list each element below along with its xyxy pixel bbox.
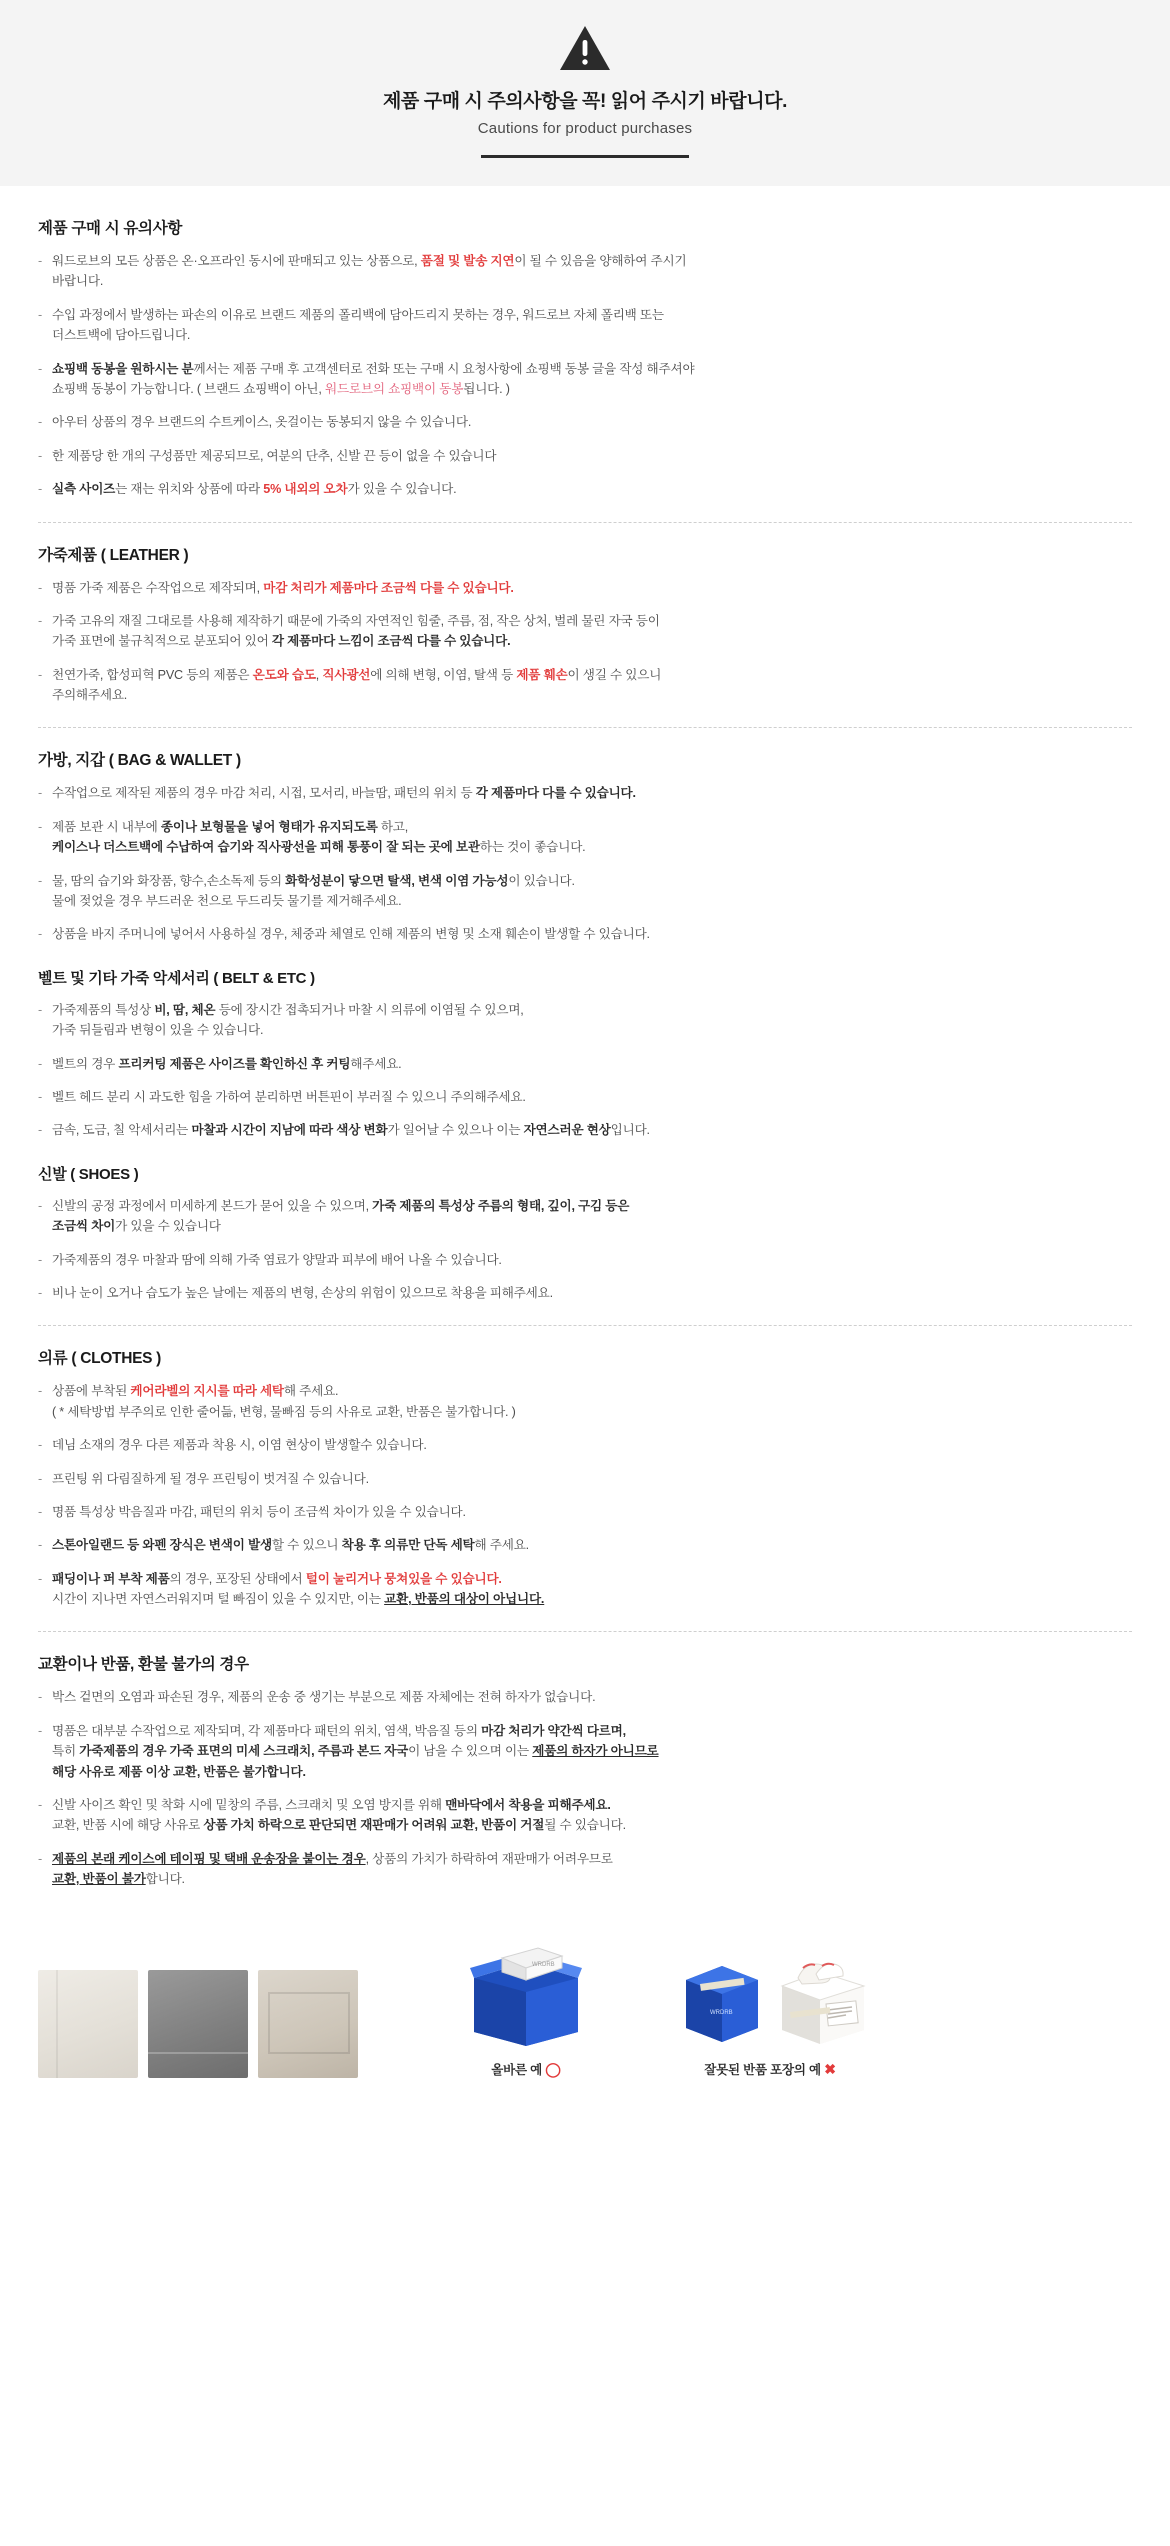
section-clothes xyxy=(38,1346,1132,1631)
list-item: - 벨트의 경우 프리커팅 제품은 사이즈를 확인하신 후 커팅해주세요. xyxy=(38,1054,1132,1074)
list-leather xyxy=(38,578,1132,706)
list-item: - 가죽 고유의 재질 그대로를 사용해 제작하기 때문에 가죽의 자연적인 힘줄, 주름, 점, 작은 상처, 벌레 물린 자국 등이 가죽 표면에 불규칙적으로 분포되어 있어 각 제품마다 느낌이 조금씩 다를 수 있습니다. xyxy=(38,611,1132,652)
example-correct xyxy=(426,1934,626,2078)
example-incorrect xyxy=(670,1934,870,2078)
list-item: - 패딩이나 퍼 부착 제품의 경우, 포장된 상태에서 털이 눌리거나 뭉쳐있을 수 있습니다. 시간이 지나면 자연스러워지며 털 빠짐이 있을 수 있지만, 이는 교환, 반품의 대상이 아닙니다. xyxy=(38,1569,1132,1610)
title-divider xyxy=(481,155,689,158)
example-images-row xyxy=(0,1934,1170,2106)
content-body xyxy=(0,186,1170,1912)
section-title-belt-etc: 벨트 및 기타 가죽 악세서리 ( BELT & ETC ) xyxy=(38,969,315,987)
section-title-purchase-notice: 제품 구매 시 유의사항 xyxy=(38,220,183,237)
list-item: - 신발의 공정 과정에서 미세하게 본드가 묻어 있을 수 있으며, 가죽 제품의 특성상 주름의 형태, 깊이, 구김 등은 조금씩 차이가 있을 수 있습니다 xyxy=(38,1196,1132,1237)
section-divider xyxy=(38,1631,1132,1632)
section-divider xyxy=(38,522,1132,523)
example-correct-label: 올바른 예 ◯ xyxy=(491,2060,561,2077)
cross-mark-icon: ✖ xyxy=(824,2060,836,2077)
list-item: - 스톤아일랜드 등 와펜 장식은 변색이 발생할 수 있으니 착용 후 의류만 단독 세탁해 주세요. xyxy=(38,1535,1132,1555)
page-header xyxy=(0,0,1170,186)
section-divider xyxy=(38,1325,1132,1326)
list-item: - 상품을 바지 주머니에 넣어서 사용하실 경우, 체중과 체열로 인해 제품의 변형 및 소재 훼손이 발생할 수 있습니다. xyxy=(38,924,1132,944)
correct-packaging-icon xyxy=(426,1934,626,2052)
section-title-leather: 가죽제품 ( LEATHER ) xyxy=(38,546,189,564)
list-item: - 수작업으로 제작된 제품의 경우 마감 처리, 시접, 모서리, 바늘땀, 패턴의 위치 등 각 제품마다 다를 수 있습니다. xyxy=(38,783,1132,803)
list-item: - 신발 사이즈 확인 및 착화 시에 밑창의 주름, 스크래치 및 오염 방지를 위해 맨바닥에서 착용을 피해주세요. 교환, 반품 시에 해당 사유로 상품 가치 하락으로 판단되면 재판매가 어려워 교환, 반품이 거절될 수 있습니다. xyxy=(38,1795,1132,1836)
list-item: - 명품 특성상 박음질과 마감, 패턴의 위치 등이 조금씩 차이가 있을 수 있습니다. xyxy=(38,1502,1132,1522)
list-item: - 가죽제품의 경우 마찰과 땀에 의해 가죽 염료가 양말과 피부에 배어 나올 수 있습니다. xyxy=(38,1250,1132,1270)
list-item: - 명품은 대부분 수작업으로 제작되며, 각 제품마다 패턴의 위치, 염색, 박음질 등의 마감 처리가 약간씩 다르며, 특히 가죽제품의 경우 가죽 표면의 미세 스크래치, 주름과 본드 자국이 남을 수 있으며 이는 제품의 하자가 아니므로 해당 사유로 제품 이상 교환, 반품은 불가합니다. xyxy=(38,1721,1132,1782)
svg-text:WRDRB: WRDRB xyxy=(710,2009,733,2016)
list-clothes xyxy=(38,1381,1132,1609)
list-item: - 상품에 부착된 케어라벨의 지시를 따라 세탁해 주세요. ( * 세탁방법 부주의로 인한 줄어듦, 변형, 물빠짐 등의 사유로 교환, 반품은 불가합니다. ) xyxy=(38,1381,1132,1422)
list-item: - 데님 소재의 경우 다른 제품과 착용 시, 이염 현상이 발생할수 있습니다. xyxy=(38,1435,1132,1455)
list-item: - 제품의 본래 케이스에 테이핑 및 택배 운송장을 붙이는 경우, 상품의 가치가 하락하여 재판매가 어려우므로 교환, 반품이 불가합니다. xyxy=(38,1849,1132,1890)
svg-text:WRDRB: WRDRB xyxy=(532,1961,555,1968)
warning-triangle-icon xyxy=(558,24,612,72)
list-item: - 비나 눈이 오거나 습도가 높은 날에는 제품의 변형, 손상의 위험이 있으므로 착용을 피해주세요. xyxy=(38,1283,1132,1303)
photo-damaged-box-2 xyxy=(148,1970,248,2078)
section-purchase-notice xyxy=(38,216,1132,522)
section-exchange-return xyxy=(38,1652,1132,1911)
section-title-bag-wallet: 가방, 지갑 ( BAG & WALLET ) xyxy=(38,752,241,770)
list-item: - 아우터 상품의 경우 브랜드의 수트케이스, 옷걸이는 동봉되지 않을 수 있습니다. xyxy=(38,412,1132,432)
section-title-exchange-return: 교환이나 반품, 환불 불가의 경우 xyxy=(38,1656,249,1674)
section-title-shoes: 신발 ( SHOES ) xyxy=(38,1165,139,1183)
incorrect-packaging-icon xyxy=(670,1934,870,2052)
list-item: - 워드로브의 모든 상품은 온·오프라인 동시에 판매되고 있는 상품으로, 품절 및 발송 지연이 될 수 있음을 양해하여 주시기 바랍니다. xyxy=(38,251,1132,292)
list-item: - 벨트 헤드 분리 시 과도한 힘을 가하여 분리하면 버튼핀이 부러질 수 있으니 주의해주세요. xyxy=(38,1087,1132,1107)
list-belt-etc xyxy=(38,1000,1132,1141)
list-item: - 박스 겉면의 오염과 파손된 경우, 제품의 운송 중 생기는 부분으로 제품 자체에는 전혀 하자가 없습니다. xyxy=(38,1687,1132,1707)
list-item: - 쇼핑백 동봉을 원하시는 분께서는 제품 구매 후 고객센터로 전화 또는 구매 시 요청사항에 쇼핑백 동봉 글을 작성 해주셔야 쇼핑백 동봉이 가능합니다. ( 브랜드 쇼핑백이 아닌, 워드로브의 쇼핑백이 동봉됩니다. ) xyxy=(38,359,1132,400)
section-bag-wallet xyxy=(38,748,1132,1325)
page-title: 제품 구매 시 주의사항을 꼭! 읽어 주시기 바랍니다. xyxy=(382,91,788,112)
section-title-clothes: 의류 ( CLOTHES ) xyxy=(38,1350,162,1368)
photo-damaged-box-3 xyxy=(258,1970,358,2078)
example-group xyxy=(426,1934,870,2078)
page-subtitle: Cautions for product purchases xyxy=(477,120,693,137)
list-item: - 명품 가죽 제품은 수작업으로 제작되며, 마감 처리가 제품마다 조금씩 다를 수 있습니다. xyxy=(38,578,1132,598)
list-shoes xyxy=(38,1196,1132,1304)
list-item: - 수입 과정에서 발생하는 파손의 이유로 브랜드 제품의 폴리백에 담아드리지 못하는 경우, 워드로브 자체 폴리백 또는 더스트백에 담아드립니다. xyxy=(38,305,1132,346)
list-bag-wallet xyxy=(38,783,1132,944)
list-item: - 제품 보관 시 내부에 종이나 보형물을 넣어 형태가 유지되도록 하고, 케이스나 더스트백에 수납하여 습기와 직사광선을 피해 통풍이 잘 되는 곳에 보관하는 것이 좋습니다. xyxy=(38,817,1132,858)
list-item: - 프린팅 위 다림질하게 될 경우 프린팅이 벗겨질 수 있습니다. xyxy=(38,1469,1132,1489)
photo-damaged-box-1 xyxy=(38,1970,138,2078)
list-item: - 천연가죽, 합성피혁 PVC 등의 제품은 온도와 습도, 직사광선에 의해 변형, 이염, 탈색 등 제품 훼손이 생길 수 있으니 주의해주세요. xyxy=(38,665,1132,706)
list-item: - 가죽제품의 특성상 비, 땀, 체온 등에 장시간 접촉되거나 마찰 시 의류에 이염될 수 있으며, 가죽 뒤들림과 변형이 있을 수 있습니다. xyxy=(38,1000,1132,1041)
circle-mark-icon: ◯ xyxy=(545,2060,561,2077)
example-incorrect-label: 잘못된 반품 포장의 예 ✖ xyxy=(704,2060,836,2077)
list-item: - 실측 사이즈는 재는 위치와 상품에 따라 5% 내외의 오차가 있을 수 있습니다. xyxy=(38,479,1132,499)
list-item: - 금속, 도금, 칠 악세서리는 마찰과 시간이 지남에 따라 색상 변화가 일어날 수 있으나 이는 자연스러운 현상입니다. xyxy=(38,1120,1132,1140)
section-divider xyxy=(38,727,1132,728)
list-item: - 물, 땀의 습기와 화장품, 향수,손소독제 등의 화학성분이 닿으면 탈색, 변색 이염 가능성이 있습니다. 물에 젖었을 경우 부드러운 천으로 두드리듯 물기를 제거해주세요. xyxy=(38,871,1132,912)
list-exchange-return xyxy=(38,1687,1132,1889)
list-purchase-notice xyxy=(38,251,1132,500)
list-item: - 한 제품당 한 개의 구성품만 제공되므로, 여분의 단추, 신발 끈 등이 없을 수 있습니다 xyxy=(38,446,1132,466)
section-leather xyxy=(38,543,1132,728)
